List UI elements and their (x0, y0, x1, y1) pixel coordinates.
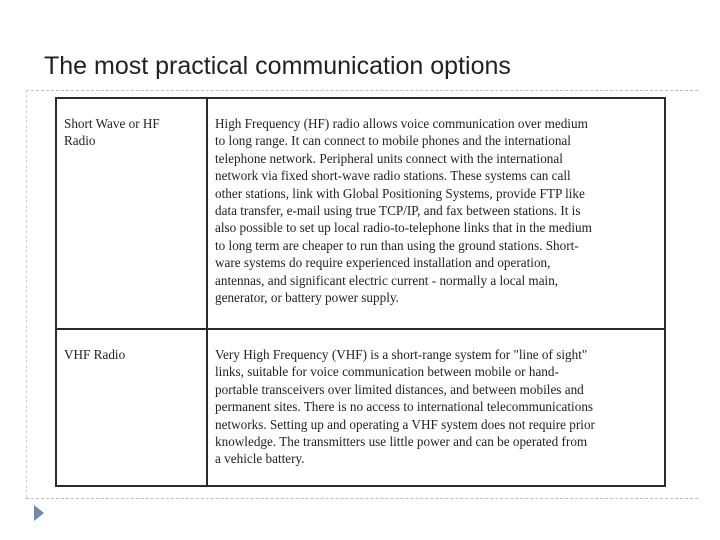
description-line: to long term are cheaper to run than using the ground stations. Short- (215, 237, 579, 253)
table-row (56, 98, 665, 329)
description-line: to long range. It can connect to mobile phones and the international (215, 133, 571, 149)
description-line: High Frequency (HF) radio allows voice communication over medium (215, 116, 588, 131)
option-description-cell (207, 98, 665, 329)
description-line: links, suitable for voice communication between mobile or hand- (215, 364, 559, 380)
description-line: permanent sites. There is no access to international telecommunications (215, 399, 594, 415)
bottom-divider (26, 498, 698, 499)
table-row (56, 329, 665, 486)
option-name-line: Short Wave or HF (64, 116, 160, 131)
description-line: portable transceivers over limited distances, and between mobiles and (215, 381, 584, 397)
description-line: network via fixed short-wave radio stations. These systems can call (215, 168, 571, 184)
description-line: telephone network. Peripheral units connect with the international (215, 150, 563, 166)
slide-title: The most practical communication options (44, 52, 511, 80)
description-line: ware systems do require experienced installation and operation, (215, 255, 551, 271)
description-line: knowledge. The transmitters use little power and can be operated from (215, 434, 588, 450)
communication-options-table (55, 97, 666, 487)
description-line: other stations, link with Global Positioning Systems, provide FTP like (215, 185, 585, 201)
description-line: data transfer, e-mail using true TCP/IP, and fax between stations. It is (215, 203, 581, 219)
description-line: generator, or battery power supply. (215, 290, 399, 306)
option-description-cell (207, 329, 665, 486)
option-name-cell (56, 98, 207, 329)
description-line: also possible to set up local radio-to-telephone links that in the medium (215, 220, 592, 236)
triangle-bullet-icon (34, 505, 44, 521)
description-line: antennas, and significant electric current - normally a local main, (215, 272, 559, 288)
option-name-line: Radio (64, 133, 96, 149)
left-divider (26, 90, 27, 498)
description-line: a vehicle battery. (215, 451, 305, 467)
title-divider (26, 90, 698, 91)
option-name-line: VHF Radio (64, 347, 126, 362)
description-line: Very High Frequency (VHF) is a short-range system for "line of sight" (215, 347, 588, 362)
description-line: networks. Setting up and operating a VHF system does not require prior (215, 416, 595, 432)
option-name-cell (56, 329, 207, 486)
